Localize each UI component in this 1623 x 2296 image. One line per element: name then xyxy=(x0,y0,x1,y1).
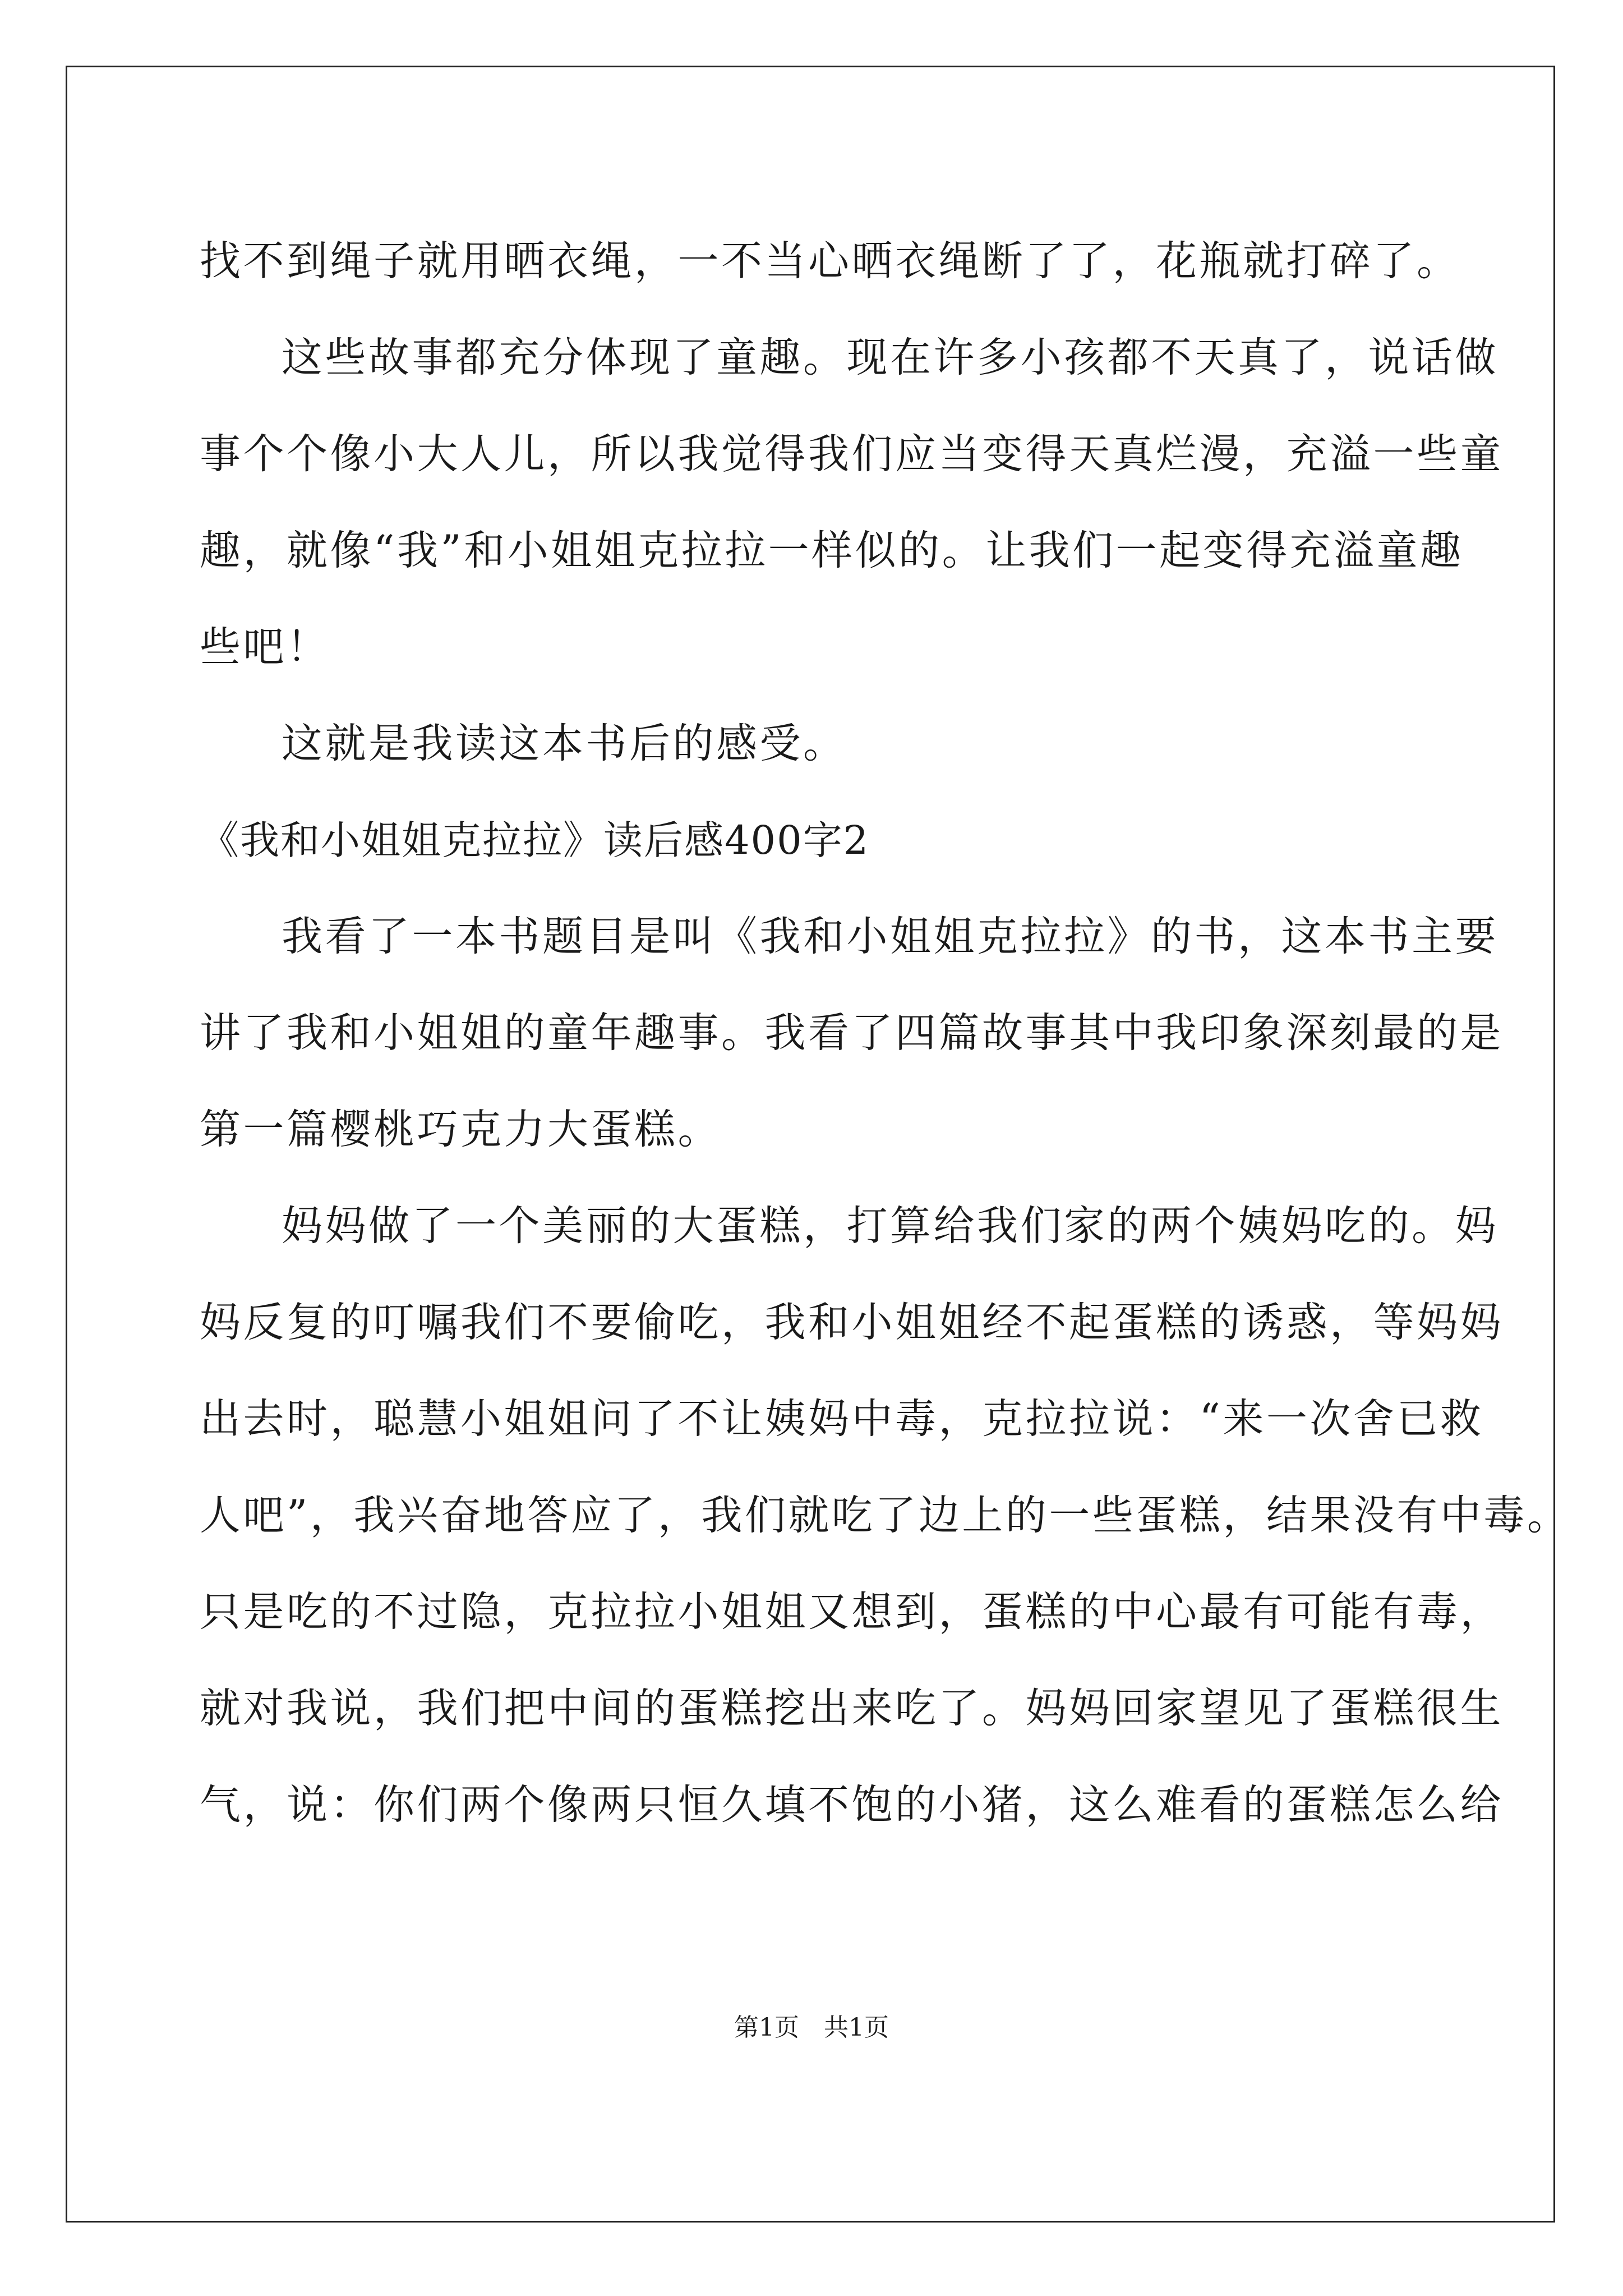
paragraph-line: 趣，就像“我”和小姐姐克拉拉一样似的。让我们一起变得充溢童趣 xyxy=(200,527,1464,574)
paragraph-line: 找不到绳子就用晒衣绳，一不当心晒衣绳断了了，花瓶就打碎了。 xyxy=(200,237,1460,285)
paragraph-line: 只是吃的不过隐，克拉拉小姐姐又想到，蛋糕的中心最有可能有毒， xyxy=(200,1588,1504,1636)
paragraph-line: 事个个像小大人儿，所以我觉得我们应当变得天真烂漫，充溢一些童 xyxy=(200,430,1504,478)
paragraph-line: 这就是我读这本书后的感受。 xyxy=(282,720,847,767)
page-footer: 第1页 共1页 xyxy=(734,2013,889,2042)
paragraph-line: 第一篇樱桃巧克力大蛋糕。 xyxy=(200,1106,721,1153)
section-heading: 《我和小姐姐克拉拉》读后感400字2 xyxy=(200,817,870,863)
paragraph-line: 就对我说，我们把中间的蛋糕挖出来吃了。妈妈回家望见了蛋糕很生 xyxy=(200,1685,1504,1732)
paragraph-line: 人吧”，我兴奋地答应了，我们就吃了边上的一些蛋糕，结果没有中毒。 xyxy=(200,1492,1571,1539)
paragraph-line: 讲了我和小姐姐的童年趣事。我看了四篇故事其中我印象深刻最的是 xyxy=(200,1009,1504,1057)
paragraph-line: 我看了一本书题目是叫《我和小姐姐克拉拉》的书，这本书主要 xyxy=(282,913,1498,960)
paragraph-line: 气，说：你们两个像两只恒久填不饱的小猪，这么难看的蛋糕怎么给 xyxy=(200,1781,1504,1829)
paragraph-line: 出去时，聪慧小姐姐问了不让姨妈中毒，克拉拉说：“来一次舍已救 xyxy=(200,1395,1484,1443)
document-body xyxy=(200,213,1571,1853)
paragraph-line: 妈妈做了一个美丽的大蛋糕，打算给我们家的两个姨妈吃的。妈 xyxy=(282,1202,1498,1250)
paragraph-line: 些吧！ xyxy=(200,623,330,671)
paragraph-line: 妈反复的叮嘱我们不要偷吃，我和小姐姐经不起蛋糕的诱惑，等妈妈 xyxy=(200,1299,1504,1346)
paragraph-line: 这些故事都充分体现了童趣。现在许多小孩都不天真了，说话做 xyxy=(282,334,1498,381)
